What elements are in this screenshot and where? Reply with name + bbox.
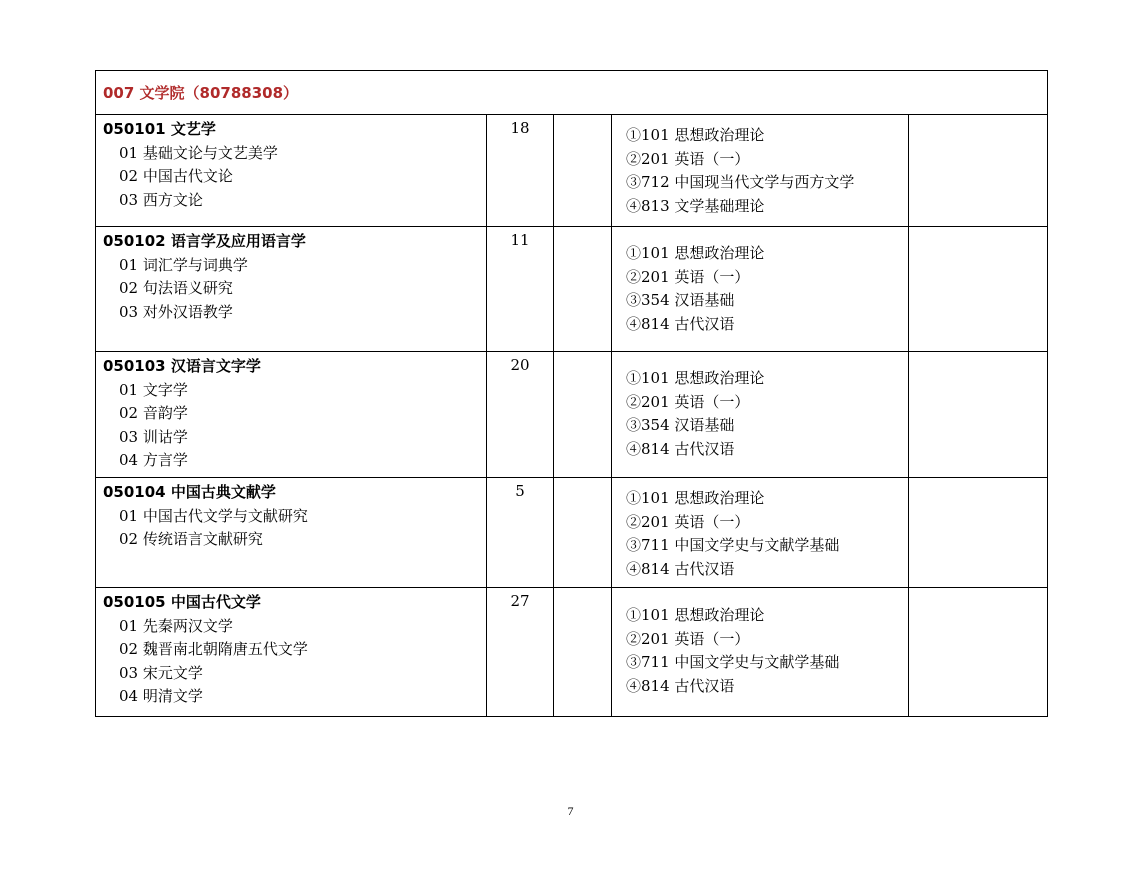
research-direction: 01 文字学 — [119, 380, 188, 399]
major-title: 050103 汉语言文字学 — [103, 357, 261, 375]
empty-cell — [554, 588, 612, 717]
major-cell — [96, 588, 487, 717]
exam-subject: ③712 中国现当代文学与西方文学 — [626, 173, 855, 191]
table-row — [96, 478, 1048, 588]
remarks-cell — [909, 478, 1048, 588]
exam-subject: ②201 英语（一） — [626, 267, 750, 286]
exam-subject: ④814 古代汉语 — [626, 314, 735, 333]
empty-cell — [554, 478, 612, 588]
exam-subject: ③354 汉语基础 — [626, 291, 735, 309]
major-cell — [96, 352, 487, 478]
research-direction: 03 西方文论 — [119, 190, 203, 209]
quota-cell: 11 — [487, 227, 554, 352]
research-direction: 02 音韵学 — [119, 404, 188, 422]
major-cell — [96, 478, 487, 588]
exam-subjects-cell — [612, 115, 909, 227]
admissions-catalog-table — [95, 70, 1048, 717]
table-row — [96, 115, 1048, 227]
remarks-cell — [909, 227, 1048, 352]
department-row — [96, 71, 1048, 115]
research-direction: 02 传统语言文献研究 — [119, 530, 263, 548]
empty-cell — [554, 115, 612, 227]
exam-subject: ③711 中国文学史与文献学基础 — [626, 653, 840, 671]
exam-subject: ④813 文学基础理论 — [626, 196, 765, 215]
remarks-cell — [909, 352, 1048, 478]
exam-subject: ③354 汉语基础 — [626, 416, 735, 434]
table-row — [96, 227, 1048, 352]
exam-subject: ①101 思想政治理论 — [626, 489, 765, 507]
exam-subjects-cell — [612, 588, 909, 717]
research-direction: 02 句法语义研究 — [119, 279, 233, 297]
major-title: 050102 语言学及应用语言学 — [103, 232, 306, 250]
remarks-cell — [909, 115, 1048, 227]
exam-subject: ①101 思想政治理论 — [626, 244, 765, 262]
major-cell — [96, 227, 487, 352]
major-title: 050101 文艺学 — [103, 120, 216, 138]
exam-subject: ②201 英语（一） — [626, 512, 750, 531]
research-direction: 04 明清文学 — [119, 687, 203, 705]
research-direction: 02 中国古代文论 — [119, 167, 233, 185]
page-number: 7 — [567, 804, 574, 818]
exam-subject: ①101 思想政治理论 — [626, 369, 765, 387]
exam-subject: ③711 中国文学史与文献学基础 — [626, 536, 840, 554]
research-direction: 03 对外汉语教学 — [119, 302, 233, 321]
quota-cell: 27 — [487, 588, 554, 717]
research-direction: 01 基础文论与文艺美学 — [119, 143, 278, 162]
empty-cell — [554, 227, 612, 352]
exam-subject: ②201 英语（一） — [626, 392, 750, 411]
table-row — [96, 352, 1048, 478]
quota-cell: 5 — [487, 478, 554, 588]
table-row — [96, 588, 1048, 717]
exam-subject: ④814 古代汉语 — [626, 559, 735, 578]
major-cell — [96, 115, 487, 227]
quota-cell: 20 — [487, 352, 554, 478]
exam-subject: ①101 思想政治理论 — [626, 606, 765, 624]
exam-subject: ①101 思想政治理论 — [626, 126, 765, 144]
exam-subject: ②201 英语（一） — [626, 629, 750, 648]
empty-cell — [554, 352, 612, 478]
major-title: 050104 中国古典文献学 — [103, 483, 276, 501]
remarks-cell — [909, 588, 1048, 717]
exam-subjects-cell — [612, 478, 909, 588]
research-direction: 04 方言学 — [119, 451, 188, 469]
research-direction: 01 中国古代文学与文献研究 — [119, 506, 308, 525]
exam-subject: ④814 古代汉语 — [626, 676, 735, 695]
research-direction: 03 训诂学 — [119, 427, 188, 446]
exam-subjects-cell — [612, 227, 909, 352]
quota-cell: 18 — [487, 115, 554, 227]
exam-subject: ②201 英语（一） — [626, 149, 750, 168]
research-direction: 01 先秦两汉文学 — [119, 616, 233, 635]
research-direction: 03 宋元文学 — [119, 663, 203, 682]
research-direction: 01 词汇学与词典学 — [119, 255, 248, 274]
major-title: 050105 中国古代文学 — [103, 593, 261, 611]
research-direction: 02 魏晋南北朝隋唐五代文学 — [119, 640, 308, 658]
department-header: 007 文学院（80788308） — [96, 71, 1048, 115]
exam-subjects-cell — [612, 352, 909, 478]
exam-subject: ④814 古代汉语 — [626, 439, 735, 458]
